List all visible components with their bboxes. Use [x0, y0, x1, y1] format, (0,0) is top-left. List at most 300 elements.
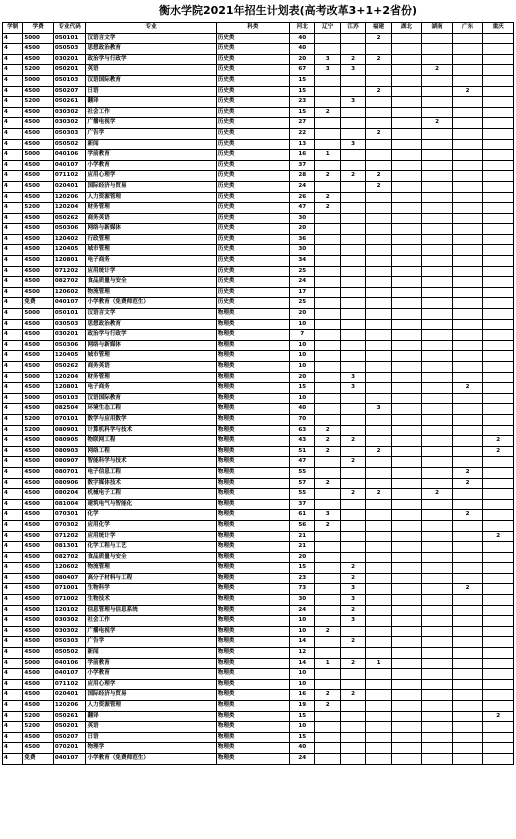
- table-cell: [340, 499, 365, 510]
- table-cell: 4: [3, 542, 23, 553]
- table-cell: 020401: [53, 690, 86, 701]
- table-cell: 免费: [23, 753, 54, 764]
- table-row: [3, 701, 514, 712]
- table-cell: 2: [452, 383, 483, 394]
- table-cell: 电子信息工程: [86, 467, 216, 478]
- table-cell: 4: [3, 605, 23, 616]
- table-cell: [340, 722, 365, 733]
- table-cell: [391, 287, 422, 298]
- table-cell: [422, 563, 453, 574]
- table-cell: [452, 404, 483, 415]
- table-cell: 040107: [53, 160, 86, 171]
- table-cell: 4: [3, 65, 23, 76]
- table-cell: [422, 637, 453, 648]
- table-cell: [452, 97, 483, 108]
- table-cell: 4500: [23, 192, 54, 203]
- table-cell: 2: [366, 86, 391, 97]
- table-cell: [340, 701, 365, 712]
- table-cell: [391, 234, 422, 245]
- table-cell: [422, 669, 453, 680]
- table-cell: 10: [290, 393, 315, 404]
- table-cell: [315, 531, 340, 542]
- table-cell: [422, 584, 453, 595]
- table-cell: 120206: [53, 192, 86, 203]
- table-cell: [483, 595, 514, 606]
- table-cell: [391, 86, 422, 97]
- table-cell: [422, 75, 453, 86]
- table-cell: [483, 256, 514, 267]
- column-header: 广东: [452, 23, 483, 34]
- table-cell: [315, 266, 340, 277]
- table-cell: [483, 637, 514, 648]
- table-cell: 数学与应用数学: [86, 414, 216, 425]
- table-cell: [391, 753, 422, 764]
- table-cell: [315, 393, 340, 404]
- table-cell: 050306: [53, 224, 86, 235]
- table-cell: [366, 97, 391, 108]
- table-cell: [366, 351, 391, 362]
- table-row: [3, 732, 514, 743]
- table-cell: [422, 277, 453, 288]
- table-cell: 2: [315, 520, 340, 531]
- table-cell: [483, 467, 514, 478]
- table-row: [3, 372, 514, 383]
- table-cell: [315, 679, 340, 690]
- table-cell: 4: [3, 97, 23, 108]
- enrollment-plan-table: [2, 22, 514, 765]
- table-cell: [452, 531, 483, 542]
- table-row: [3, 298, 514, 309]
- table-cell: [483, 128, 514, 139]
- table-cell: 2: [315, 701, 340, 712]
- table-cell: 3: [340, 65, 365, 76]
- table-cell: [391, 362, 422, 373]
- table-cell: [452, 75, 483, 86]
- table-cell: [366, 690, 391, 701]
- table-cell: 22: [290, 128, 315, 139]
- table-cell: [483, 203, 514, 214]
- table-cell: 4: [3, 383, 23, 394]
- table-cell: 5000: [23, 75, 54, 86]
- table-cell: 物流管理: [86, 563, 216, 574]
- table-cell: [391, 605, 422, 616]
- table-cell: 10: [290, 340, 315, 351]
- table-cell: 4500: [23, 743, 54, 754]
- table-cell: [315, 584, 340, 595]
- table-cell: 物理类: [216, 690, 289, 701]
- table-cell: [483, 309, 514, 320]
- table-cell: 050201: [53, 65, 86, 76]
- table-row: [3, 86, 514, 97]
- table-cell: 物理类: [216, 319, 289, 330]
- table-cell: 4: [3, 457, 23, 468]
- table-cell: [315, 160, 340, 171]
- table-cell: [366, 743, 391, 754]
- table-cell: 7: [290, 330, 315, 341]
- table-cell: [340, 256, 365, 267]
- table-cell: [340, 75, 365, 86]
- table-cell: [391, 245, 422, 256]
- table-cell: [483, 478, 514, 489]
- table-cell: 应用化学: [86, 520, 216, 531]
- table-row: [3, 637, 514, 648]
- table-cell: [483, 648, 514, 659]
- table-cell: 历史类: [216, 44, 289, 55]
- table-row: [3, 743, 514, 754]
- table-cell: [366, 637, 391, 648]
- table-cell: [366, 266, 391, 277]
- table-cell: 计算机科学与技术: [86, 425, 216, 436]
- table-cell: 小学教育（免费师范生）: [86, 753, 216, 764]
- table-cell: [391, 75, 422, 86]
- table-cell: [483, 118, 514, 129]
- table-cell: [340, 287, 365, 298]
- table-row: [3, 266, 514, 277]
- table-cell: 4: [3, 722, 23, 733]
- table-cell: [422, 192, 453, 203]
- table-cell: [340, 552, 365, 563]
- table-cell: [315, 319, 340, 330]
- table-cell: 2: [366, 181, 391, 192]
- table-cell: 3: [315, 54, 340, 65]
- table-cell: [452, 181, 483, 192]
- table-cell: 4500: [23, 234, 54, 245]
- table-cell: 2: [315, 192, 340, 203]
- table-cell: 4500: [23, 531, 54, 542]
- table-cell: 4: [3, 192, 23, 203]
- table-cell: [340, 107, 365, 118]
- table-cell: 4: [3, 648, 23, 659]
- table-cell: 40: [290, 33, 315, 44]
- table-cell: [366, 340, 391, 351]
- table-cell: [422, 753, 453, 764]
- table-cell: [315, 44, 340, 55]
- table-cell: 081004: [53, 499, 86, 510]
- table-cell: [340, 181, 365, 192]
- table-row: [3, 520, 514, 531]
- table-cell: [340, 118, 365, 129]
- table-cell: [422, 520, 453, 531]
- table-cell: 3: [366, 404, 391, 415]
- table-cell: [366, 467, 391, 478]
- table-cell: [315, 128, 340, 139]
- table-cell: 050261: [53, 711, 86, 722]
- table-cell: [452, 54, 483, 65]
- table-cell: [366, 160, 391, 171]
- table-cell: 5000: [23, 372, 54, 383]
- table-cell: 050207: [53, 86, 86, 97]
- table-cell: [340, 160, 365, 171]
- table-cell: 40: [290, 44, 315, 55]
- table-cell: 2: [315, 478, 340, 489]
- table-row: [3, 245, 514, 256]
- table-cell: 15: [290, 107, 315, 118]
- table-cell: [315, 499, 340, 510]
- table-cell: 4: [3, 573, 23, 584]
- table-row: [3, 362, 514, 373]
- table-cell: 21: [290, 531, 315, 542]
- table-cell: 17: [290, 287, 315, 298]
- table-cell: [366, 213, 391, 224]
- table-cell: [452, 542, 483, 553]
- table-cell: 网络与新媒体: [86, 224, 216, 235]
- table-cell: 历史类: [216, 118, 289, 129]
- table-cell: [391, 203, 422, 214]
- table-cell: 050303: [53, 128, 86, 139]
- table-cell: [422, 701, 453, 712]
- table-cell: [366, 65, 391, 76]
- table-cell: 4500: [23, 362, 54, 373]
- table-cell: 081301: [53, 542, 86, 553]
- table-cell: 10: [290, 319, 315, 330]
- table-cell: 5200: [23, 722, 54, 733]
- table-cell: 物理类: [216, 467, 289, 478]
- table-row: [3, 234, 514, 245]
- table-cell: 4: [3, 213, 23, 224]
- table-row: [3, 75, 514, 86]
- table-cell: 物理类: [216, 701, 289, 712]
- table-cell: 历史类: [216, 75, 289, 86]
- table-cell: [315, 743, 340, 754]
- table-cell: 4500: [23, 330, 54, 341]
- table-row: [3, 552, 514, 563]
- table-cell: [340, 393, 365, 404]
- table-cell: [366, 414, 391, 425]
- table-cell: 050262: [53, 362, 86, 373]
- table-cell: 国际经济与贸易: [86, 181, 216, 192]
- table-cell: [422, 383, 453, 394]
- table-cell: [315, 340, 340, 351]
- table-cell: 4: [3, 637, 23, 648]
- table-row: [3, 605, 514, 616]
- table-cell: [340, 531, 365, 542]
- table-cell: [422, 595, 453, 606]
- table-cell: [422, 171, 453, 182]
- table-cell: [452, 330, 483, 341]
- table-cell: [422, 658, 453, 669]
- table-row: [3, 658, 514, 669]
- table-cell: 2: [340, 690, 365, 701]
- table-cell: 日语: [86, 732, 216, 743]
- table-cell: [452, 658, 483, 669]
- table-cell: 120801: [53, 256, 86, 267]
- table-cell: 082504: [53, 404, 86, 415]
- table-cell: 物理类: [216, 372, 289, 383]
- table-cell: [366, 626, 391, 637]
- table-cell: [452, 298, 483, 309]
- column-header: 专业代码: [53, 23, 86, 34]
- table-cell: [315, 277, 340, 288]
- table-cell: [315, 287, 340, 298]
- table-cell: 120204: [53, 203, 86, 214]
- table-cell: [391, 584, 422, 595]
- table-row: [3, 531, 514, 542]
- table-cell: 4: [3, 520, 23, 531]
- table-cell: [422, 679, 453, 690]
- table-cell: 物理类: [216, 637, 289, 648]
- table-cell: 4500: [23, 679, 54, 690]
- table-cell: 翻译: [86, 97, 216, 108]
- table-cell: 2: [340, 457, 365, 468]
- table-cell: 物理类: [216, 626, 289, 637]
- table-cell: 5000: [23, 658, 54, 669]
- table-cell: 4: [3, 33, 23, 44]
- table-cell: 4500: [23, 383, 54, 394]
- table-cell: 020401: [53, 181, 86, 192]
- table-cell: [340, 679, 365, 690]
- table-cell: 4: [3, 679, 23, 690]
- table-cell: 2: [366, 489, 391, 500]
- table-cell: [391, 319, 422, 330]
- table-cell: 4: [3, 563, 23, 574]
- table-row: [3, 436, 514, 447]
- table-cell: 4500: [23, 542, 54, 553]
- table-cell: 15: [290, 711, 315, 722]
- table-cell: 4: [3, 584, 23, 595]
- table-cell: 4: [3, 234, 23, 245]
- table-cell: [483, 181, 514, 192]
- table-cell: [366, 425, 391, 436]
- table-cell: 4: [3, 319, 23, 330]
- table-cell: 社会工作: [86, 107, 216, 118]
- table-cell: 050101: [53, 33, 86, 44]
- table-cell: 4: [3, 701, 23, 712]
- table-cell: [452, 669, 483, 680]
- table-cell: 4: [3, 75, 23, 86]
- table-cell: [366, 478, 391, 489]
- table-cell: 历史类: [216, 171, 289, 182]
- table-cell: 英语: [86, 65, 216, 76]
- table-cell: 43: [290, 436, 315, 447]
- table-cell: [366, 245, 391, 256]
- column-header: 湖北: [391, 23, 422, 34]
- table-cell: 70: [290, 414, 315, 425]
- table-cell: 1: [315, 150, 340, 161]
- table-cell: 机械电子工程: [86, 489, 216, 500]
- table-cell: [452, 245, 483, 256]
- table-cell: [452, 65, 483, 76]
- table-cell: 4500: [23, 128, 54, 139]
- table-cell: [366, 393, 391, 404]
- table-cell: 4: [3, 753, 23, 764]
- table-cell: [483, 351, 514, 362]
- table-cell: 4500: [23, 160, 54, 171]
- table-cell: [391, 171, 422, 182]
- table-cell: [422, 552, 453, 563]
- table-cell: 物理类: [216, 510, 289, 521]
- table-cell: 生物科学: [86, 584, 216, 595]
- table-cell: [366, 542, 391, 553]
- table-cell: 电子商务: [86, 256, 216, 267]
- table-cell: 4500: [23, 467, 54, 478]
- table-cell: 4: [3, 489, 23, 500]
- table-cell: 4: [3, 626, 23, 637]
- table-cell: [366, 563, 391, 574]
- table-cell: 物理类: [216, 351, 289, 362]
- column-header: 河北: [290, 23, 315, 34]
- table-cell: [315, 552, 340, 563]
- table-cell: [391, 65, 422, 76]
- table-cell: 政治学与行政学: [86, 54, 216, 65]
- table-row: [3, 351, 514, 362]
- table-cell: [452, 605, 483, 616]
- table-cell: 120405: [53, 351, 86, 362]
- table-cell: [452, 499, 483, 510]
- table-cell: 050502: [53, 139, 86, 150]
- table-cell: 物理类: [216, 414, 289, 425]
- table-cell: 环境生态工程: [86, 404, 216, 415]
- table-cell: [422, 203, 453, 214]
- table-row: [3, 690, 514, 701]
- table-cell: [452, 616, 483, 627]
- table-cell: 化学工程与工艺: [86, 542, 216, 553]
- table-cell: 物理类: [216, 648, 289, 659]
- table-cell: [452, 107, 483, 118]
- table-cell: [483, 192, 514, 203]
- table-cell: 4: [3, 531, 23, 542]
- table-cell: [422, 722, 453, 733]
- table-cell: 080905: [53, 436, 86, 447]
- table-cell: [452, 203, 483, 214]
- table-row: [3, 340, 514, 351]
- table-cell: [340, 626, 365, 637]
- table-cell: 生物技术: [86, 595, 216, 606]
- table-cell: 历史类: [216, 107, 289, 118]
- table-cell: [452, 648, 483, 659]
- table-cell: 2: [483, 531, 514, 542]
- table-cell: [391, 436, 422, 447]
- table-cell: [483, 669, 514, 680]
- table-cell: [366, 372, 391, 383]
- table-cell: 4: [3, 139, 23, 150]
- table-cell: [422, 107, 453, 118]
- table-cell: 63: [290, 425, 315, 436]
- table-cell: 24: [290, 753, 315, 764]
- table-cell: [483, 679, 514, 690]
- table-row: [3, 510, 514, 521]
- table-cell: [366, 573, 391, 584]
- table-cell: [422, 309, 453, 320]
- table-cell: 2: [422, 118, 453, 129]
- table-cell: 应用统计学: [86, 531, 216, 542]
- table-cell: 4500: [23, 256, 54, 267]
- table-cell: [483, 139, 514, 150]
- table-cell: [483, 626, 514, 637]
- table-cell: 4: [3, 467, 23, 478]
- table-cell: [483, 44, 514, 55]
- table-cell: 4500: [23, 404, 54, 415]
- table-cell: 免费: [23, 298, 54, 309]
- table-cell: [340, 277, 365, 288]
- table-cell: [483, 499, 514, 510]
- table-cell: 政治学与行政学: [86, 330, 216, 341]
- table-cell: [452, 234, 483, 245]
- table-cell: [452, 128, 483, 139]
- table-cell: [422, 44, 453, 55]
- table-cell: 050207: [53, 732, 86, 743]
- table-cell: 4500: [23, 637, 54, 648]
- table-cell: 050261: [53, 97, 86, 108]
- table-cell: [452, 340, 483, 351]
- table-cell: 040106: [53, 150, 86, 161]
- table-cell: [422, 478, 453, 489]
- table-cell: [483, 86, 514, 97]
- table-cell: 2: [340, 54, 365, 65]
- table-cell: 历史类: [216, 54, 289, 65]
- table-cell: [340, 203, 365, 214]
- table-cell: 2: [340, 563, 365, 574]
- table-cell: 4500: [23, 595, 54, 606]
